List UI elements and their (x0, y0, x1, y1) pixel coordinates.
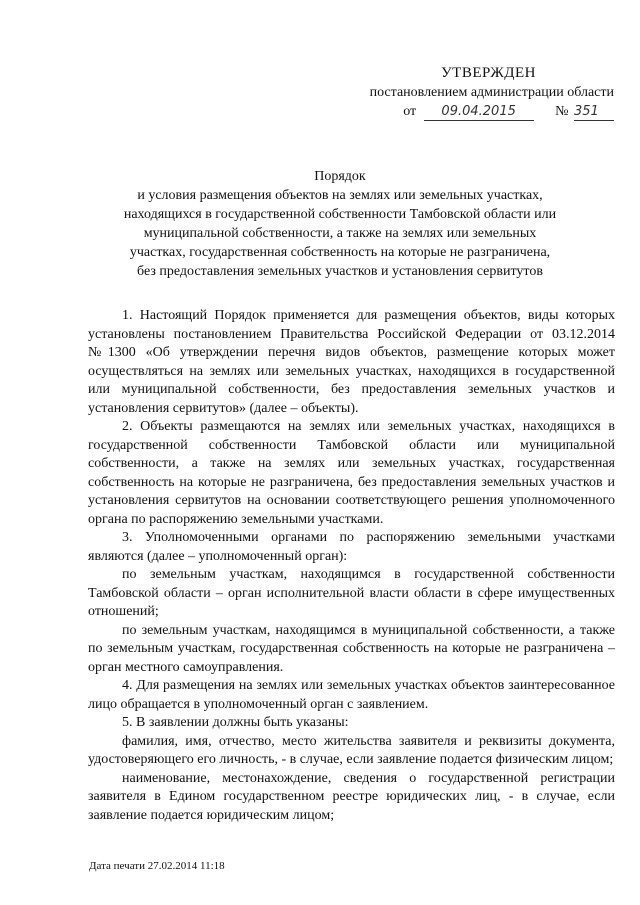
heading-line: без предоставления земельных участков и установления сервитутов (137, 264, 543, 279)
approval-authority: постановлением администрации области (369, 85, 614, 100)
document-body (88, 307, 615, 825)
paragraph: 5. В заявлении должны быть указаны: (122, 715, 349, 730)
approval-stamp (314, 64, 614, 121)
approval-number: 351 (574, 104, 614, 121)
paragraph: наименование, местонахождение, сведения о государственной регистрации заявителя в Едином государственном реестре юридических лиц, - в случае, если заявление подается юридическим лицом; (88, 770, 615, 823)
paragraph: 4. Для размещения на землях или земельных участках объектов заинтересованное лицо обращается в уполномоченный орган с заявлением. (88, 678, 615, 712)
paragraph: 2. Объекты размещаются на землях или земельных участках, находящихся в государственной собственности Тамбовской области или муниципальной собственности, а также на землях или земельных участках, государственная собственность на которые не разграничена, без предоставления земельных участков и установления сервитутов на основании соответствующего решения уполномоченного органа по распоряжению земельными участками. (88, 419, 615, 527)
document-heading (80, 167, 600, 281)
paragraph: 1. Настоящий Порядок применяется для размещения объектов, виды которых установлены постановлением Правительства Российской Федерации от 03.12.2014 №1300 «Об утверждении перечня видов объектов, размещение которых может осуществляться на землях или земельных участках, находящихся в государственной или муниципальной собственности, без предоставления земельных участков и установления сервитутов» (далее – объекты). (88, 308, 615, 416)
heading-line: муниципальной собственности, а также на землях или земельных (143, 226, 537, 241)
heading-title: Порядок (314, 169, 366, 184)
paragraph: 3. Уполномоченными органами по распоряжению земельными участками являются (далее – уполномоченный орган): (88, 530, 615, 564)
approval-from-label: от (403, 104, 417, 119)
approval-date: 09.04.2015 (424, 104, 534, 121)
heading-line: и условия размещения объектов на землях или земельных участках, (137, 188, 543, 203)
heading-line: находящихся в государственной собственности Тамбовской области или (123, 207, 557, 222)
paragraph: по земельным участкам, находящимся в государственной собственности Тамбовской области – орган исполнительной власти области в сфере имущественных отношений; (88, 567, 615, 619)
paragraph: по земельным участкам, находящимся в муниципальной собственности, а также по земельным участкам, государственная собственность на которые не разграничена – орган местного самоуправления. (88, 622, 615, 675)
approval-number-label: № (555, 104, 569, 119)
approval-date-line (314, 102, 614, 121)
heading-line: участках, государственная собственность на которые не разграничена, (129, 245, 551, 260)
print-date-footer: Дата печати 27.02.2014 11:18 (89, 860, 225, 872)
paragraph: фамилия, имя, отчество, место жительства заявителя и реквизиты документа, удостоверяющего его личность, - в случае, если заявление подается физическим лицом; (88, 733, 615, 767)
approval-title: УТВЕРЖДЕН (441, 65, 536, 81)
